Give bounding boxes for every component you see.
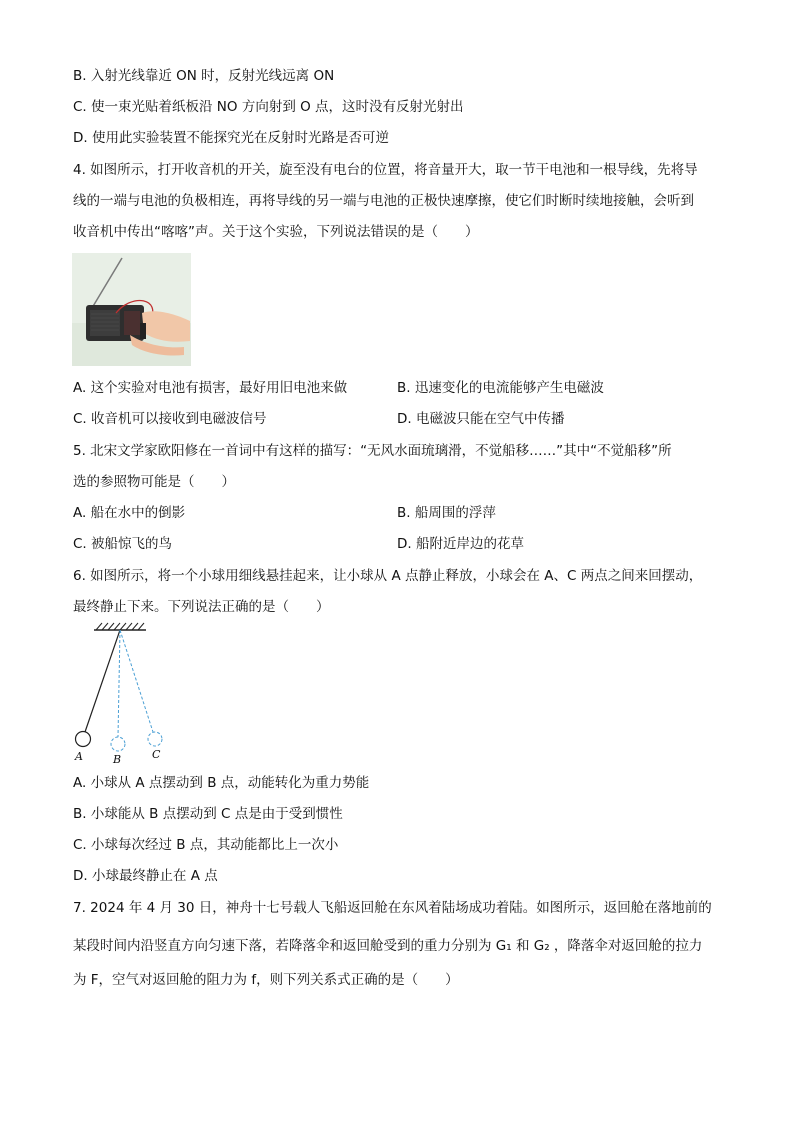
radio-photo-svg <box>72 253 191 366</box>
q3-option-d: D. 使用此实验装置不能探究光在反射时光路是否可逆 <box>73 130 389 146</box>
q3-option-c: C. 使一束光贴着纸板沿 NO 方向射到 O 点，这时没有反射光射出 <box>73 99 464 115</box>
q6-stem-line1: 6. 如图所示，将一个小球用细线悬挂起来，让小球从 A 点静止释放，小球会在 A、C 两点之间来回摆动， <box>73 568 703 584</box>
q5-option-b: B. 船周围的浮萍 <box>397 505 496 521</box>
q4-stem-line1: 4. 如图所示，打开收音机的开关，旋至没有电台的位置，将音量开大，取一节干电池和一根导线，先将导 <box>73 162 698 178</box>
pendulum-diagram <box>66 620 176 768</box>
pendulum-svg <box>66 620 176 768</box>
q4-option-a: A. 这个实验对电池有损害，最好用旧电池来做 <box>73 380 348 396</box>
q5-option-d: D. 船附近岸边的花草 <box>397 536 524 552</box>
q5-option-a: A. 船在水中的倒影 <box>73 505 186 521</box>
ball-c <box>148 732 162 746</box>
label-b: B <box>113 753 122 766</box>
radio-experiment-photo <box>72 253 191 366</box>
q7-stem-line2: 某段时间内沿竖直方向匀速下落，若降落伞和返回舱受到的重力分别为 G₁ 和 G₂ ，降落伞对返回舱的拉力 <box>73 938 703 954</box>
ball-b <box>111 737 125 751</box>
q4-option-b: B. 迅速变化的电流能够产生电磁波 <box>397 380 604 396</box>
label-c: C <box>152 748 161 761</box>
q4-option-c: C. 收音机可以接收到电磁波信号 <box>73 411 267 427</box>
q6-stem-line2: 最终静止下来。下列说法正确的是（ ） <box>73 599 330 615</box>
q5-stem-line1: 5. 北宋文学家欧阳修在一首词中有这样的描写：“无风水面琉璃滑，不觉船移……”其中“不觉船移”所 <box>73 443 672 459</box>
q4-stem-line3: 收音机中传出“喀喀”声。关于这个实验，下列说法错误的是（ ） <box>73 224 479 240</box>
q6-option-c: C. 小球每次经过 B 点，其动能都比上一次小 <box>73 837 339 853</box>
q5-option-c: C. 被船惊飞的鸟 <box>73 536 173 552</box>
q6-option-b: B. 小球能从 B 点摆动到 C 点是由于受到惯性 <box>73 806 343 822</box>
q4-option-d: D. 电磁波只能在空气中传播 <box>397 411 565 427</box>
q3-option-b: B. 入射光线靠近 ON 时，反射光线远离 ON <box>73 68 335 84</box>
q5-stem-line2: 选的参照物可能是（ ） <box>73 474 235 490</box>
label-a: A <box>75 750 83 763</box>
ball-a <box>76 732 91 747</box>
q4-stem-line2: 线的一端与电池的负极相连，再将导线的另一端与电池的正极快速摩擦，使它们时断时续地接触，会听到 <box>73 193 694 209</box>
q6-option-a: A. 小球从 A 点摆动到 B 点，动能转化为重力势能 <box>73 775 370 791</box>
q7-stem-line3: 为 F，空气对返回舱的阻力为 f，则下列关系式正确的是（ ） <box>73 972 459 988</box>
q7-stem-line1: 7. 2024 年 4 月 30 日，神舟十七号载人飞船返回舱在东风着陆场成功着陆。如图所示，返回舱在落地前的 <box>73 900 712 916</box>
q6-option-d: D. 小球最终静止在 A 点 <box>73 868 218 884</box>
